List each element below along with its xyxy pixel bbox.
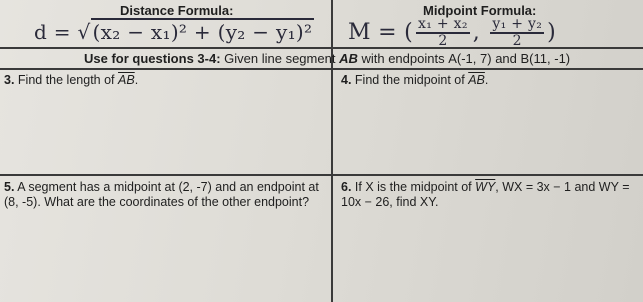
question-5 <box>4 180 326 210</box>
question-6-number: 6. <box>341 180 352 194</box>
midpoint-y-numerator: y₁ + y₂ <box>492 16 543 32</box>
row-divider-banner <box>0 68 643 70</box>
question-6-segment: $\overline{WY}$ <box>475 180 496 194</box>
handwritten-midpoint-formula: M = ( $\frac{\text{x₁ + x₂}}{2}$ , $\frac{\text{y₁ + y₂}}{2}$ ) <box>348 16 557 49</box>
question-3-period: . <box>134 73 139 87</box>
midpoint-y-denominator: 2 <box>512 33 522 49</box>
handwritten-distance-formula <box>34 20 314 44</box>
question-3 <box>4 73 324 88</box>
question-6-text-post: , WX = 3x − 1 and WY = 10x − 26, find XY. <box>341 180 630 209</box>
banner-and: and <box>495 51 517 66</box>
banner-text-pre: Given line segment <box>224 51 336 66</box>
questions-3-4-banner <box>84 51 570 66</box>
midpoint-y-fraction <box>490 17 544 49</box>
distance-lhs: d = <box>34 20 71 44</box>
question-3-text: Find the length of <box>17 73 115 87</box>
midpoint-x-numerator: x₁ + x₂ <box>418 16 468 32</box>
banner-point-a: A(-1, 7) <box>448 51 492 66</box>
question-3-segment: $\overline{AB}$ <box>118 73 135 87</box>
midpoint-lhs: M = <box>348 20 397 45</box>
midpoint-formula-heading: Midpoint Formula: <box>423 3 537 18</box>
question-4-number: 4. <box>341 73 352 87</box>
question-6-text-pre: If X is the midpoint of <box>354 180 472 194</box>
question-4-text: Find the midpoint of <box>354 73 465 87</box>
radical-sign: √ <box>77 20 91 44</box>
midpoint-x-fraction <box>416 17 470 49</box>
question-5-number: 5. <box>4 180 15 194</box>
question-6 <box>341 180 639 210</box>
column-divider <box>331 0 333 302</box>
banner-lead: Use for questions 3-4: <box>84 51 221 66</box>
question-4-period: . <box>484 73 489 87</box>
question-4-segment: $\overline{AB}$ <box>468 73 485 87</box>
midpoint-x-denominator: 2 <box>438 33 448 49</box>
banner-segment: AB <box>339 51 358 66</box>
banner-text-mid: with endpoints <box>361 51 445 66</box>
banner-point-b: B(11, -1) <box>520 51 571 66</box>
row-divider-questions <box>0 174 643 176</box>
question-5-text: A segment has a midpoint at (2, -7) and an endpoint at (8, -5). What are the coordinates of the other endpoint? <box>4 180 319 209</box>
question-4 <box>341 73 636 88</box>
distance-formula-heading: Distance Formula: <box>120 3 234 18</box>
distance-radicand: (x₂ − x₁)² + (y₂ − y₁)² <box>92 20 313 44</box>
question-3-number: 3. <box>4 73 15 87</box>
